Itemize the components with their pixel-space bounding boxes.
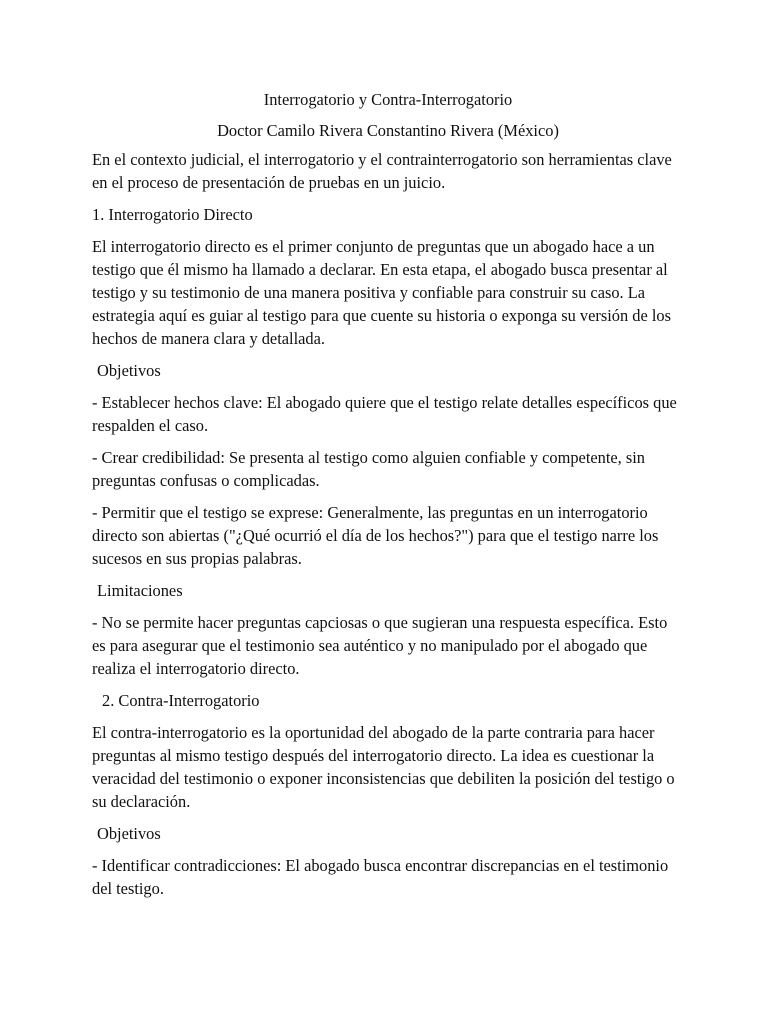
list-item: - Crear credibilidad: Se presenta al testigo como alguien confiable y competente, sin preguntas confusas o complicadas.	[92, 448, 645, 490]
list-item: - Identificar contradicciones: El abogado busca encontrar discrepancias en el testimonio del testigo.	[92, 856, 669, 898]
list-item: - Permitir que el testigo se exprese: Generalmente, las preguntas en un interrogatorio directo son abiertas ("¿Qué ocurrió el día de los hechos?") para que el testigo narre los sucesos en sus propias palabras.	[92, 503, 659, 568]
section-heading-interrogatorio-directo: 1. Interrogatorio Directo	[92, 205, 253, 224]
section-heading-contra-interrogatorio: 2. Contra-Interrogatorio	[102, 691, 260, 710]
intro-paragraph: En el contexto judicial, el interrogatorio y el contrainterrogatorio son herramientas clave en el proceso de presentación de pruebas en un juicio.	[92, 150, 672, 192]
document-title: Interrogatorio y Contra-Interrogatorio	[263, 90, 513, 109]
section-paragraph-contra-interrogatorio: El contra-interrogatorio es la oportunidad del abogado de la parte contraria para hacer preguntas al mismo testigo después del interrogatorio directo. La idea es cuestionar la veracidad del testimonio o exponer inconsistencias que debiliten la posición del testigo o su declaración.	[92, 723, 675, 811]
list-item: - Establecer hechos clave: El abogado quiere que el testigo relate detalles específicos que respalden el caso.	[92, 393, 677, 435]
subheading-limitaciones: Limitaciones	[97, 581, 183, 600]
list-item: - No se permite hacer preguntas capciosas o que sugieran una respuesta específica. Esto es para asegurar que el testimonio sea auténtico y no manipulado por el abogado que realiza el interrogatorio directo.	[92, 613, 668, 678]
section-paragraph-interrogatorio-directo: El interrogatorio directo es el primer conjunto de preguntas que un abogado hace a un testigo que él mismo ha llamado a declarar. En esta etapa, el abogado busca presentar al testigo y su testimonio de una manera positiva y confiable para construir su caso. La estrategia aquí es guiar al testigo para que cuente su historia o exponga su versión de los hechos de manera clara y detallada.	[92, 237, 671, 348]
subheading-objetivos: Objetivos	[97, 361, 161, 380]
subheading-objetivos: Objetivos	[97, 824, 161, 843]
document-author: Doctor Camilo Rivera Constantino Rivera (México)	[217, 121, 559, 140]
document-body	[92, 88, 684, 909]
